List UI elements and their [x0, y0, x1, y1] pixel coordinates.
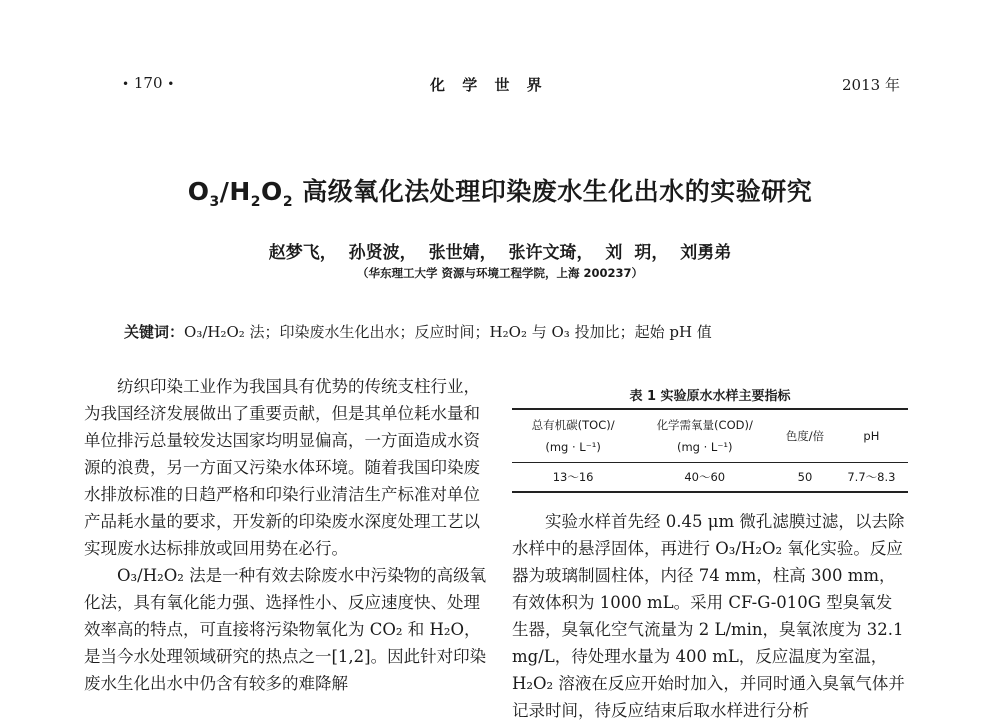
- table-header-cod: 化学需氧量(COD)/ (mg · L⁻¹): [656, 418, 753, 454]
- keywords: [124, 321, 712, 342]
- table-header-toc: 总有机碳(TOC)/ (mg · L⁻¹): [531, 418, 615, 454]
- left-column: [84, 373, 488, 697]
- table-header-color: 色度/倍: [785, 429, 825, 443]
- paper-title: $O_3/H_2O_2$ 高级氧化法处理印染废水生化出水的实验研究: [187, 177, 813, 210]
- keywords-text: O₃/H₂O₂ 法；印染废水生化出水；反应时间；H₂O₂ 与 O₃ 投加比；起始 pH 值: [184, 323, 712, 341]
- table-header-row: [512, 409, 908, 463]
- table-cell: 13～16: [552, 470, 594, 484]
- keywords-label: 关键词：: [124, 323, 185, 341]
- data-table: [512, 408, 908, 493]
- paragraph: 纺织印染工业作为我国具有优势的传统支柱行业，为我国经济发展做出了重要贡献，但是其单位耗水量和单位排污总量较发达国家均明显偏高，一方面造成水资源的浪费，另一方面又污染水体环境。随着我国印染废水排放标准的日趋严格和印染行业清洁生产标准对单位产品耗水量的要求，开发新的印染废水深度处理工艺以实现废水达标排放或回用势在必行。: [84, 377, 480, 558]
- right-column: [512, 508, 908, 724]
- table-cell: 7.7～8.3: [847, 470, 896, 484]
- table-header-ph: pH: [863, 429, 880, 443]
- table-caption: 表 1 实验原水水样主要指标: [629, 389, 791, 404]
- page-number: • 170 •: [122, 74, 175, 92]
- journal-name: 化 学 世 界: [430, 76, 548, 94]
- journal-year: 2013 年: [842, 76, 900, 94]
- paragraph: 实验水样首先经 0.45 μm 微孔滤膜过滤，以去除水样中的悬浮固体，再进行 O₃/H₂O₂ 氧化实验。反应器为玻璃制圆柱体，内径 74 mm，柱高 300 mm，有效体积为 1000 mL。采用 CF-G-010G 型臭氧发生器，臭氧化空气流量为 2 L/min，臭氧浓度为 32.1 mg/L，待处理水量为 400 mL，反应温度为室温，H₂O₂ 溶液在反应开始时加入，并同时通入臭氧气体并记录时间，待反应结束后取水样进行分析: [512, 512, 905, 720]
- affiliation: （华东理工大学 资源与环境工程学院，上海 200237）: [356, 266, 643, 280]
- paragraph: O₃/H₂O₂ 法是一种有效去除废水中污染物的高级氧化法，具有氧化能力强、选择性小、反应速度快、处理效率高的特点，可直接将污染物氧化为 CO₂ 和 H₂O，是当今水处理领域研究的热点之一[1,2]。因此针对印染废水生化出水中仍含有较多的难降解: [84, 566, 487, 693]
- author-list: 赵梦飞， 孙贤波， 张世婧， 张许文琦， 刘 玥， 刘勇弟: [268, 243, 732, 263]
- table-cell: 50: [797, 470, 813, 484]
- table-cell: 40～60: [684, 470, 726, 484]
- table-row: [512, 463, 908, 493]
